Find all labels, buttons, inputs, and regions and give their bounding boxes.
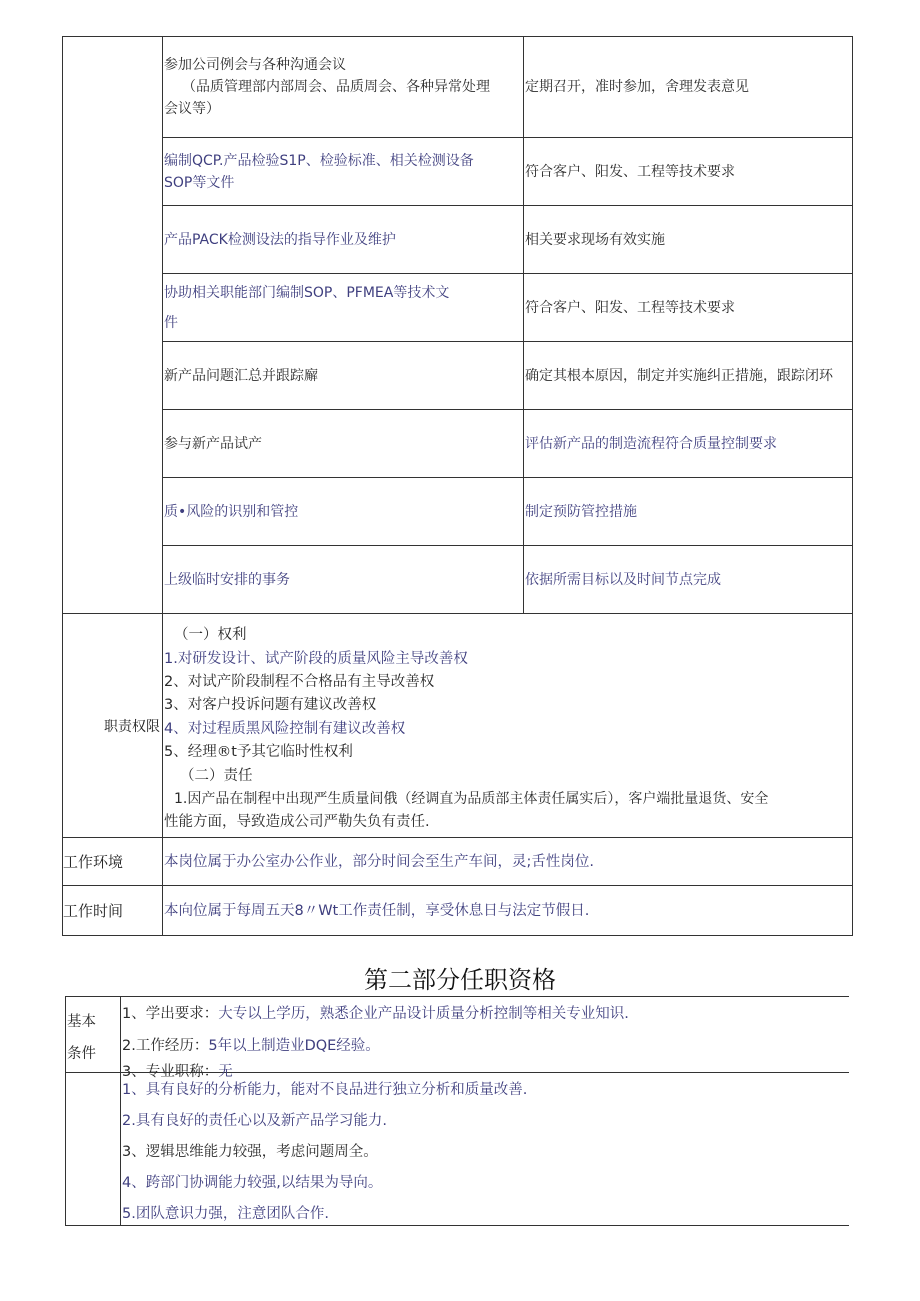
basic-item-text: 无 bbox=[218, 1064, 233, 1080]
duty-row bbox=[63, 342, 853, 410]
basic-item-text: 5年以上制造业DQE经验。 bbox=[208, 1038, 380, 1054]
duty-item-line: 编制QCP.产品检验S1P、检验标准、相关检测设备 bbox=[164, 152, 474, 169]
duty-standard: 制定预防管控措施 bbox=[524, 478, 853, 546]
duty-standard: 评估新产品的制造流程符合质量控制要求 bbox=[524, 410, 853, 478]
duty-item-line: 协助相关职能部门编制SOP、PFMEA等技术文 bbox=[164, 284, 450, 301]
basic-item bbox=[122, 1034, 380, 1055]
ability-item: 4、跨部门协调能力较强,以结果为导向。 bbox=[122, 1175, 383, 1191]
basic-label: 条件 bbox=[67, 1046, 96, 1062]
duty-standard: 符合客户、阳发、工程等技术要求 bbox=[524, 138, 853, 206]
right-item: 1.对研发设计、试产阶段的质量风险主导改善权 bbox=[164, 650, 468, 667]
duties-table bbox=[62, 36, 853, 936]
duty-item bbox=[163, 274, 524, 342]
ability-item: 3、逻辑思维能力较强，考虑问题周全。 bbox=[122, 1144, 378, 1160]
right-item: 3、对客户投诉问题有建议改善权 bbox=[164, 697, 377, 714]
right-item: 5、经理®t予其它临时性权利 bbox=[164, 744, 353, 761]
duty-item-line: 参加公司例会与各种沟通会议 bbox=[164, 57, 346, 73]
duty-row bbox=[63, 37, 853, 138]
duty-item-line: 产品PACK检测设法的指导作业及维护 bbox=[164, 231, 396, 248]
table-border bbox=[65, 996, 66, 1226]
basic-label: 基本 bbox=[67, 1014, 96, 1030]
ability-item: 1、具有良好的分析能力，能对不良品进行独立分析和质量改善. bbox=[122, 1082, 528, 1098]
duty-text-line: 性能方面，导致造成公司严勒失负有责任. bbox=[164, 814, 430, 831]
table-border bbox=[120, 996, 121, 1226]
basic-item-clipped bbox=[122, 1064, 522, 1080]
ability-item: 5.团队意识力强，注意团队合作. bbox=[122, 1206, 329, 1222]
worktime-label: 工作时间 bbox=[63, 886, 163, 936]
right-item: 2、对试产阶段制程不合格品有主导改善权 bbox=[164, 673, 435, 690]
environment-row bbox=[63, 838, 853, 886]
duty-item-line: 新产品问题汇总并跟踪廨 bbox=[164, 367, 318, 384]
authority-content bbox=[163, 614, 853, 838]
duty-item bbox=[163, 37, 524, 138]
duty-standard: 定期召开，准时参加，舍理发表意见 bbox=[524, 37, 853, 138]
duty-item bbox=[163, 546, 524, 614]
duty-item-line: SOP等文件 bbox=[164, 174, 235, 191]
worktime-text: 本向位属于每周五天8〃Wt工作责任制，享受休息日与法定节假日. bbox=[163, 886, 853, 936]
basic-item-prefix: 2.工作经历： bbox=[122, 1038, 209, 1054]
duty-item bbox=[163, 410, 524, 478]
duty-item bbox=[163, 206, 524, 274]
duty-text-line: 1.因产品在制程中出现严生质量间俄（经调直为品质部主体责任属实后），客户端批量退货、安全 bbox=[174, 791, 769, 808]
rights-heading: （一）权利 bbox=[174, 627, 247, 644]
duty-item bbox=[163, 478, 524, 546]
basic-item-text: 大专以上学历，熟悉企业产品设计质量分析控制等相关专业知识. bbox=[218, 1006, 629, 1022]
environment-label: 工作环境 bbox=[63, 838, 163, 886]
duty-row bbox=[63, 138, 853, 206]
duty-row bbox=[63, 410, 853, 478]
duty-item-line: 质•风险的识别和管控 bbox=[164, 503, 299, 520]
duty-standard: 符合客户、阳发、工程等技术要求 bbox=[524, 274, 853, 342]
duty-item bbox=[163, 138, 524, 206]
authority-label: 职责权限 bbox=[63, 614, 163, 838]
duty-item-line: 件 bbox=[164, 314, 178, 331]
section-title: 第二部分任职资格 bbox=[364, 966, 556, 994]
duty-row bbox=[63, 274, 853, 342]
duty-standard: 相关要求现场有效实施 bbox=[524, 206, 853, 274]
duty-item-line: 上级临时安排的事务 bbox=[164, 571, 290, 588]
duty-item-line: （品质管理部内部周会、品质周会、各种异常处理 bbox=[182, 79, 490, 95]
basic-item bbox=[122, 1002, 629, 1023]
duty-standard: 依据所需目标以及时间节点完成 bbox=[524, 546, 853, 614]
basic-item-prefix: 1、学出要求： bbox=[122, 1006, 219, 1022]
duty-row bbox=[63, 206, 853, 274]
duty-label-cell bbox=[63, 37, 163, 614]
duty-item bbox=[163, 342, 524, 410]
right-item: 4、对过程质黑风险控制有建议改善权 bbox=[164, 720, 406, 737]
duty-heading: （二）责任 bbox=[180, 767, 253, 784]
duty-item-line: 会议等） bbox=[164, 101, 220, 117]
table-border bbox=[65, 996, 849, 997]
table-border bbox=[65, 1225, 849, 1226]
duty-row bbox=[63, 478, 853, 546]
ability-item: 2.具有良好的责任心以及新产品学习能力. bbox=[122, 1113, 387, 1129]
worktime-row bbox=[63, 886, 853, 936]
duty-standard: 确定其根本原因，制定并实施纠正措施，跟踪闭环 bbox=[524, 342, 853, 410]
duty-item-line: 参与新产品试产 bbox=[164, 435, 262, 452]
duty-row bbox=[63, 546, 853, 614]
basic-item-prefix: 3、专业职称： bbox=[122, 1064, 219, 1080]
environment-text: 本岗位属于办公室办公作业，部分时间会至生产车间，灵;舌性岗位. bbox=[163, 838, 853, 886]
authority-row bbox=[63, 614, 853, 838]
